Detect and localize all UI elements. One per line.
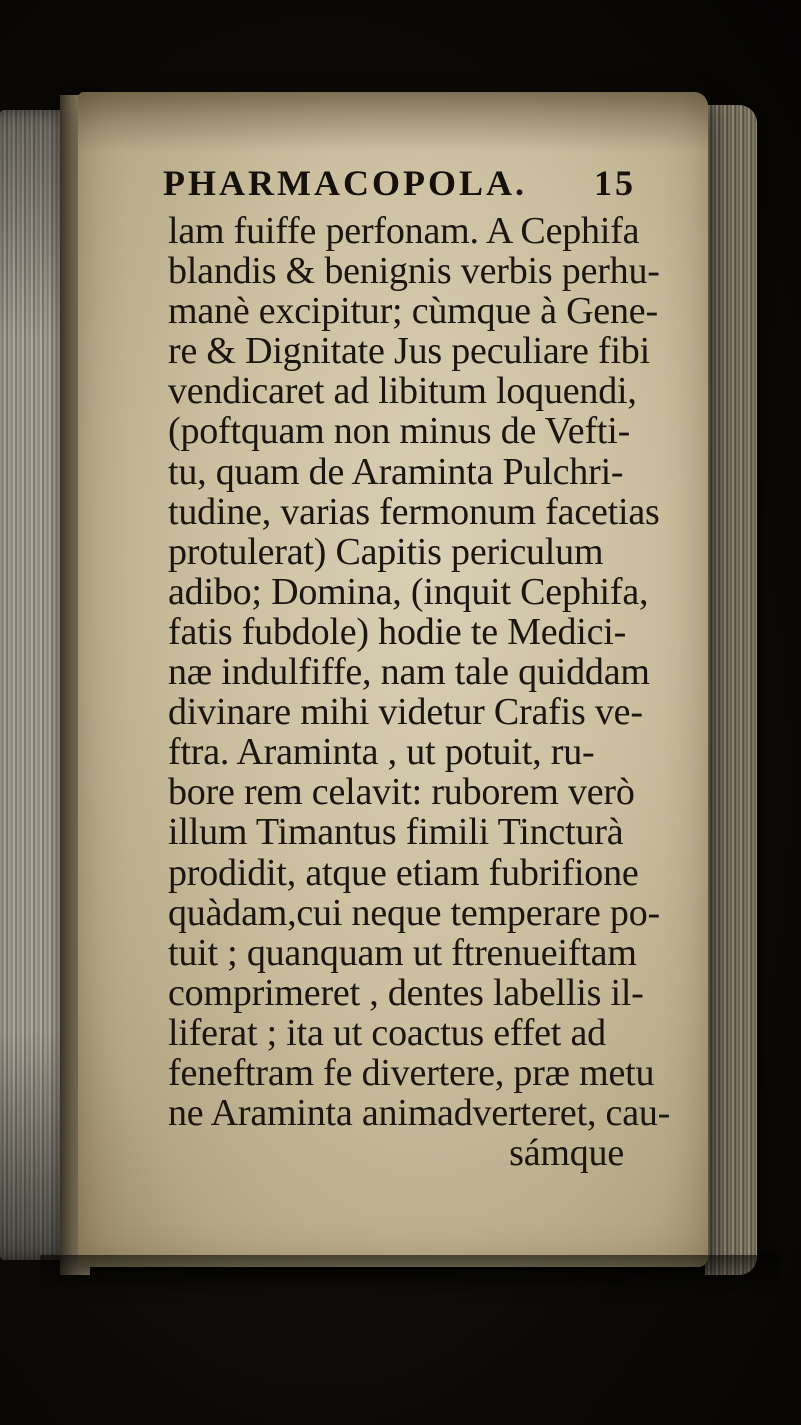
text-line: manè excipitur; cùmque à Gene- bbox=[168, 290, 658, 333]
text-lines bbox=[168, 210, 671, 1135]
running-title: PHARMACOPOLA. bbox=[163, 163, 527, 203]
text-line: ftra. Araminta , ut potuit, ru- bbox=[168, 731, 595, 774]
text-line: næ indulfiffe, nam tale quiddam bbox=[168, 651, 650, 694]
bottom-shadow bbox=[40, 1255, 780, 1295]
text-line: divinare mihi videtur Crafis ve- bbox=[168, 691, 643, 734]
text-line: illum Timantus fimili Tincturà bbox=[168, 811, 624, 854]
page-text-block bbox=[163, 155, 671, 1175]
text-line: ne Araminta animadverteret, cau- bbox=[168, 1092, 671, 1135]
page-number: 15 bbox=[594, 163, 636, 203]
text-line: protulerat) Capitis periculum bbox=[168, 530, 604, 573]
right-page-edges bbox=[705, 105, 757, 1275]
text-line: feneftram fe divertere, præ metu bbox=[168, 1051, 655, 1094]
text-line: adibo; Domina, (inquit Cephifa, bbox=[168, 570, 649, 613]
text-line: liferat ; ita ut coactus effet ad bbox=[168, 1011, 606, 1054]
text-line: fatis fubdole) hodie te Medici- bbox=[168, 610, 627, 653]
text-line: quàdam,cui neque temperare po- bbox=[168, 891, 660, 934]
text-line: tudine, varias fermonum facetias bbox=[168, 490, 660, 533]
text-line: tuit ; quanquam ut ftrenueiftam bbox=[168, 931, 637, 974]
text-line: (poftquam non minus de Vefti- bbox=[168, 410, 631, 453]
text-line: re & Dignitate Jus peculiare fibi bbox=[168, 330, 650, 373]
text-line: lam fuiffe perfonam. A Cephifa bbox=[168, 210, 640, 252]
text-line: bore rem celavit: ruborem verò bbox=[168, 771, 635, 814]
catchword: sámque bbox=[509, 1132, 624, 1175]
text-line: prodidit, atque etiam fubrifione bbox=[168, 851, 639, 894]
text-line: vendicaret ad libitum loquendi, bbox=[168, 370, 637, 413]
text-line: comprimeret , dentes labellis il- bbox=[168, 971, 644, 1014]
running-head bbox=[163, 155, 636, 211]
text-line: blandis & benignis verbis perhu- bbox=[168, 250, 660, 293]
text-line: tu, quam de Araminta Pulchri- bbox=[168, 450, 624, 493]
